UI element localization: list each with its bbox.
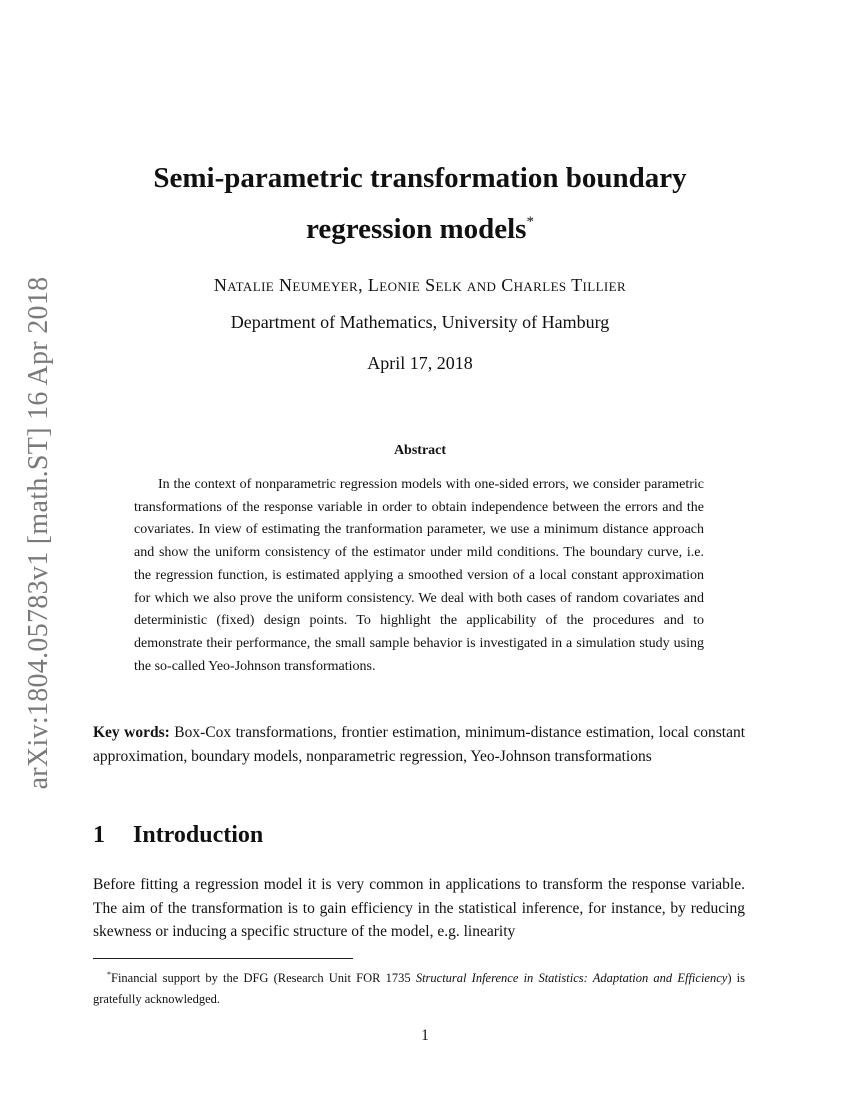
arxiv-sidebar-stamp [19,270,59,795]
author-list: Natalie Neumeyer, Leonie Selk and Charles Tillier [213,275,627,295]
footnote-text-start: Financial support by the DFG (Research Unit FOR 1735 [111,971,416,986]
abstract-text: In the context of nonparametric regression models with one-sided errors, we consider parametric transformations of the response variable in order to obtain independence between the errors and the covariates. In view of estimating the tranformation parameter, we use a minimum distance approach and show the uniform consistency of the estimator under mild conditions. The boundary curve, i.e. the regression function, is estimated applying a smoothed version of a local constant approximation for which we also prove the uniform consistency. We deal with both cases of random covariates and deterministic (fixed) design points. To highlight the applicability of the procedures and to demonstrate their performance, the small sample behavior is investigated in a simulation study using the so-called Yeo-Johnson transformations. [134,477,704,674]
footnote-italic-text: Structural Inference in Statistics: Adaptation and Efficiency [415,971,728,986]
paper-title [95,156,745,251]
keywords-paragraph [93,721,745,768]
abstract-heading: Abstract [393,443,447,458]
section-number: 1 [93,822,105,848]
arxiv-identifier: arXiv:1804.05783v1 [math.ST] 16 Apr 2018 [23,276,54,789]
section-title: Introduction [133,822,264,848]
title-line-2-text: regression models [306,213,527,245]
page-number: 1 [421,1027,429,1044]
section-heading [93,822,745,849]
footnote-mark: * [107,970,111,979]
keywords-text: Box-Cox transformations, frontier estimation, minimum-distance estimation, local constant approximation, boundary models, nonparametric regression, Yeo-Johnson transformations [93,724,746,765]
publication-date: April 17, 2018 [367,353,473,373]
introduction-paragraph: Before fitting a regression model it is very common in applications to transform the response variable. The aim of the transformation is to gain efficiency in the statistical inference, for instance, by reducing skewness or inducing a specific structure of the model, e.g. linearity [93,876,745,940]
title-line-1: Semi-parametric transformation boundary [153,162,687,194]
keywords-label: Key words: [93,724,170,741]
footnote-divider [93,958,353,959]
title-footnote-mark: * [526,214,534,230]
title-line-2 [95,200,745,251]
footnote [93,964,745,1010]
footnote-text-end: ) is gratefully acknowledged. [93,971,745,1007]
affiliation: Department of Mathematics, University of Hamburg [230,312,610,332]
